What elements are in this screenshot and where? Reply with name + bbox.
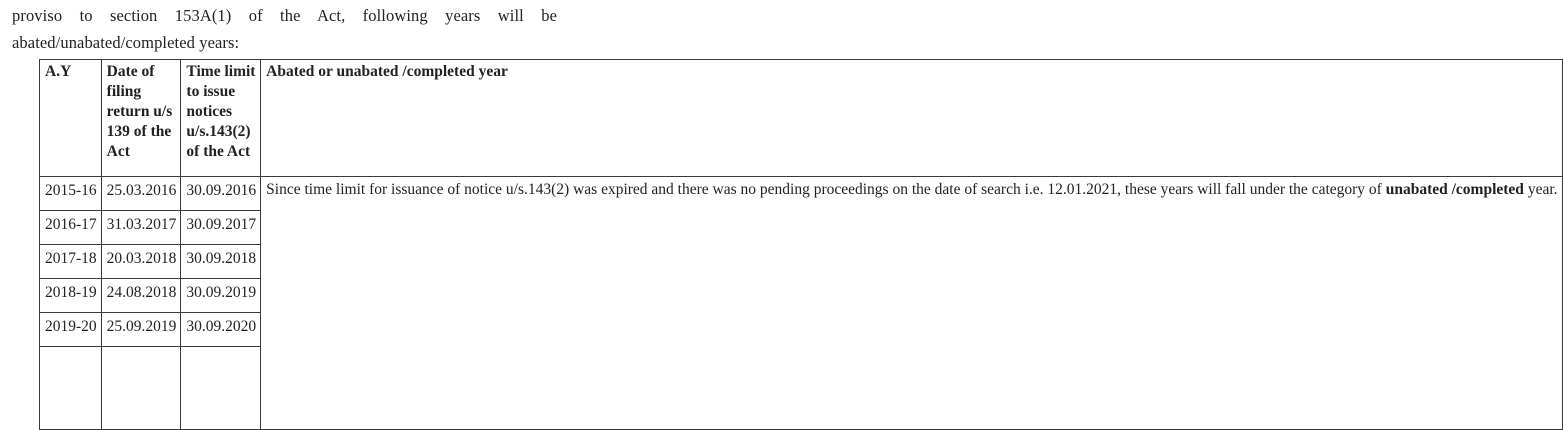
cell-ay: 2019-20 bbox=[40, 313, 102, 347]
cell-limit: 30.09.2019 bbox=[181, 279, 261, 313]
intro-line-2: abated/unabated/completed years: bbox=[12, 33, 240, 52]
cell-date: 25.09.2019 bbox=[101, 313, 181, 347]
cell-limit: 30.09.2020 bbox=[181, 313, 261, 347]
cell-ay: 2017-18 bbox=[40, 245, 102, 279]
cell-ay: 2015-16 bbox=[40, 177, 102, 211]
header-date-of-filing: Date of filing return u/s 139 of the Act bbox=[101, 60, 181, 177]
cell-empty bbox=[181, 347, 261, 430]
intro-line-1: proviso to section 153A(1) of the Act, following years will be bbox=[12, 6, 557, 25]
cell-empty bbox=[40, 347, 102, 430]
status-text-emphasis: unabated /completed bbox=[1385, 181, 1524, 198]
cell-date: 24.08.2018 bbox=[101, 279, 181, 313]
cell-ay: 2016-17 bbox=[40, 211, 102, 245]
header-status: Abated or unabated /completed year bbox=[261, 60, 1562, 177]
table-header-row bbox=[40, 60, 1563, 177]
cell-date: 25.03.2016 bbox=[101, 177, 181, 211]
cell-date: 31.03.2017 bbox=[101, 211, 181, 245]
cell-ay: 2018-19 bbox=[40, 279, 102, 313]
table-row bbox=[40, 177, 1563, 211]
intro-paragraph bbox=[12, 2, 557, 56]
assessment-years-table bbox=[39, 59, 1563, 430]
cell-status bbox=[261, 177, 1562, 430]
cell-empty bbox=[101, 347, 181, 430]
status-text-part1: Since time limit for issuance of notice u/s.143(2) was expired and there was no pending proceedings on the date of search i.e. 12.01.2021, these years will fall under the category of bbox=[266, 181, 1386, 198]
header-time-limit: Time limit to issue notices u/s.143(2) of the Act bbox=[181, 60, 261, 177]
status-text-part2: year. bbox=[1523, 181, 1558, 198]
cell-limit: 30.09.2017 bbox=[181, 211, 261, 245]
header-ay: A.Y bbox=[40, 60, 102, 177]
cell-date: 20.03.2018 bbox=[101, 245, 181, 279]
cell-limit: 30.09.2018 bbox=[181, 245, 261, 279]
cell-limit: 30.09.2016 bbox=[181, 177, 261, 211]
